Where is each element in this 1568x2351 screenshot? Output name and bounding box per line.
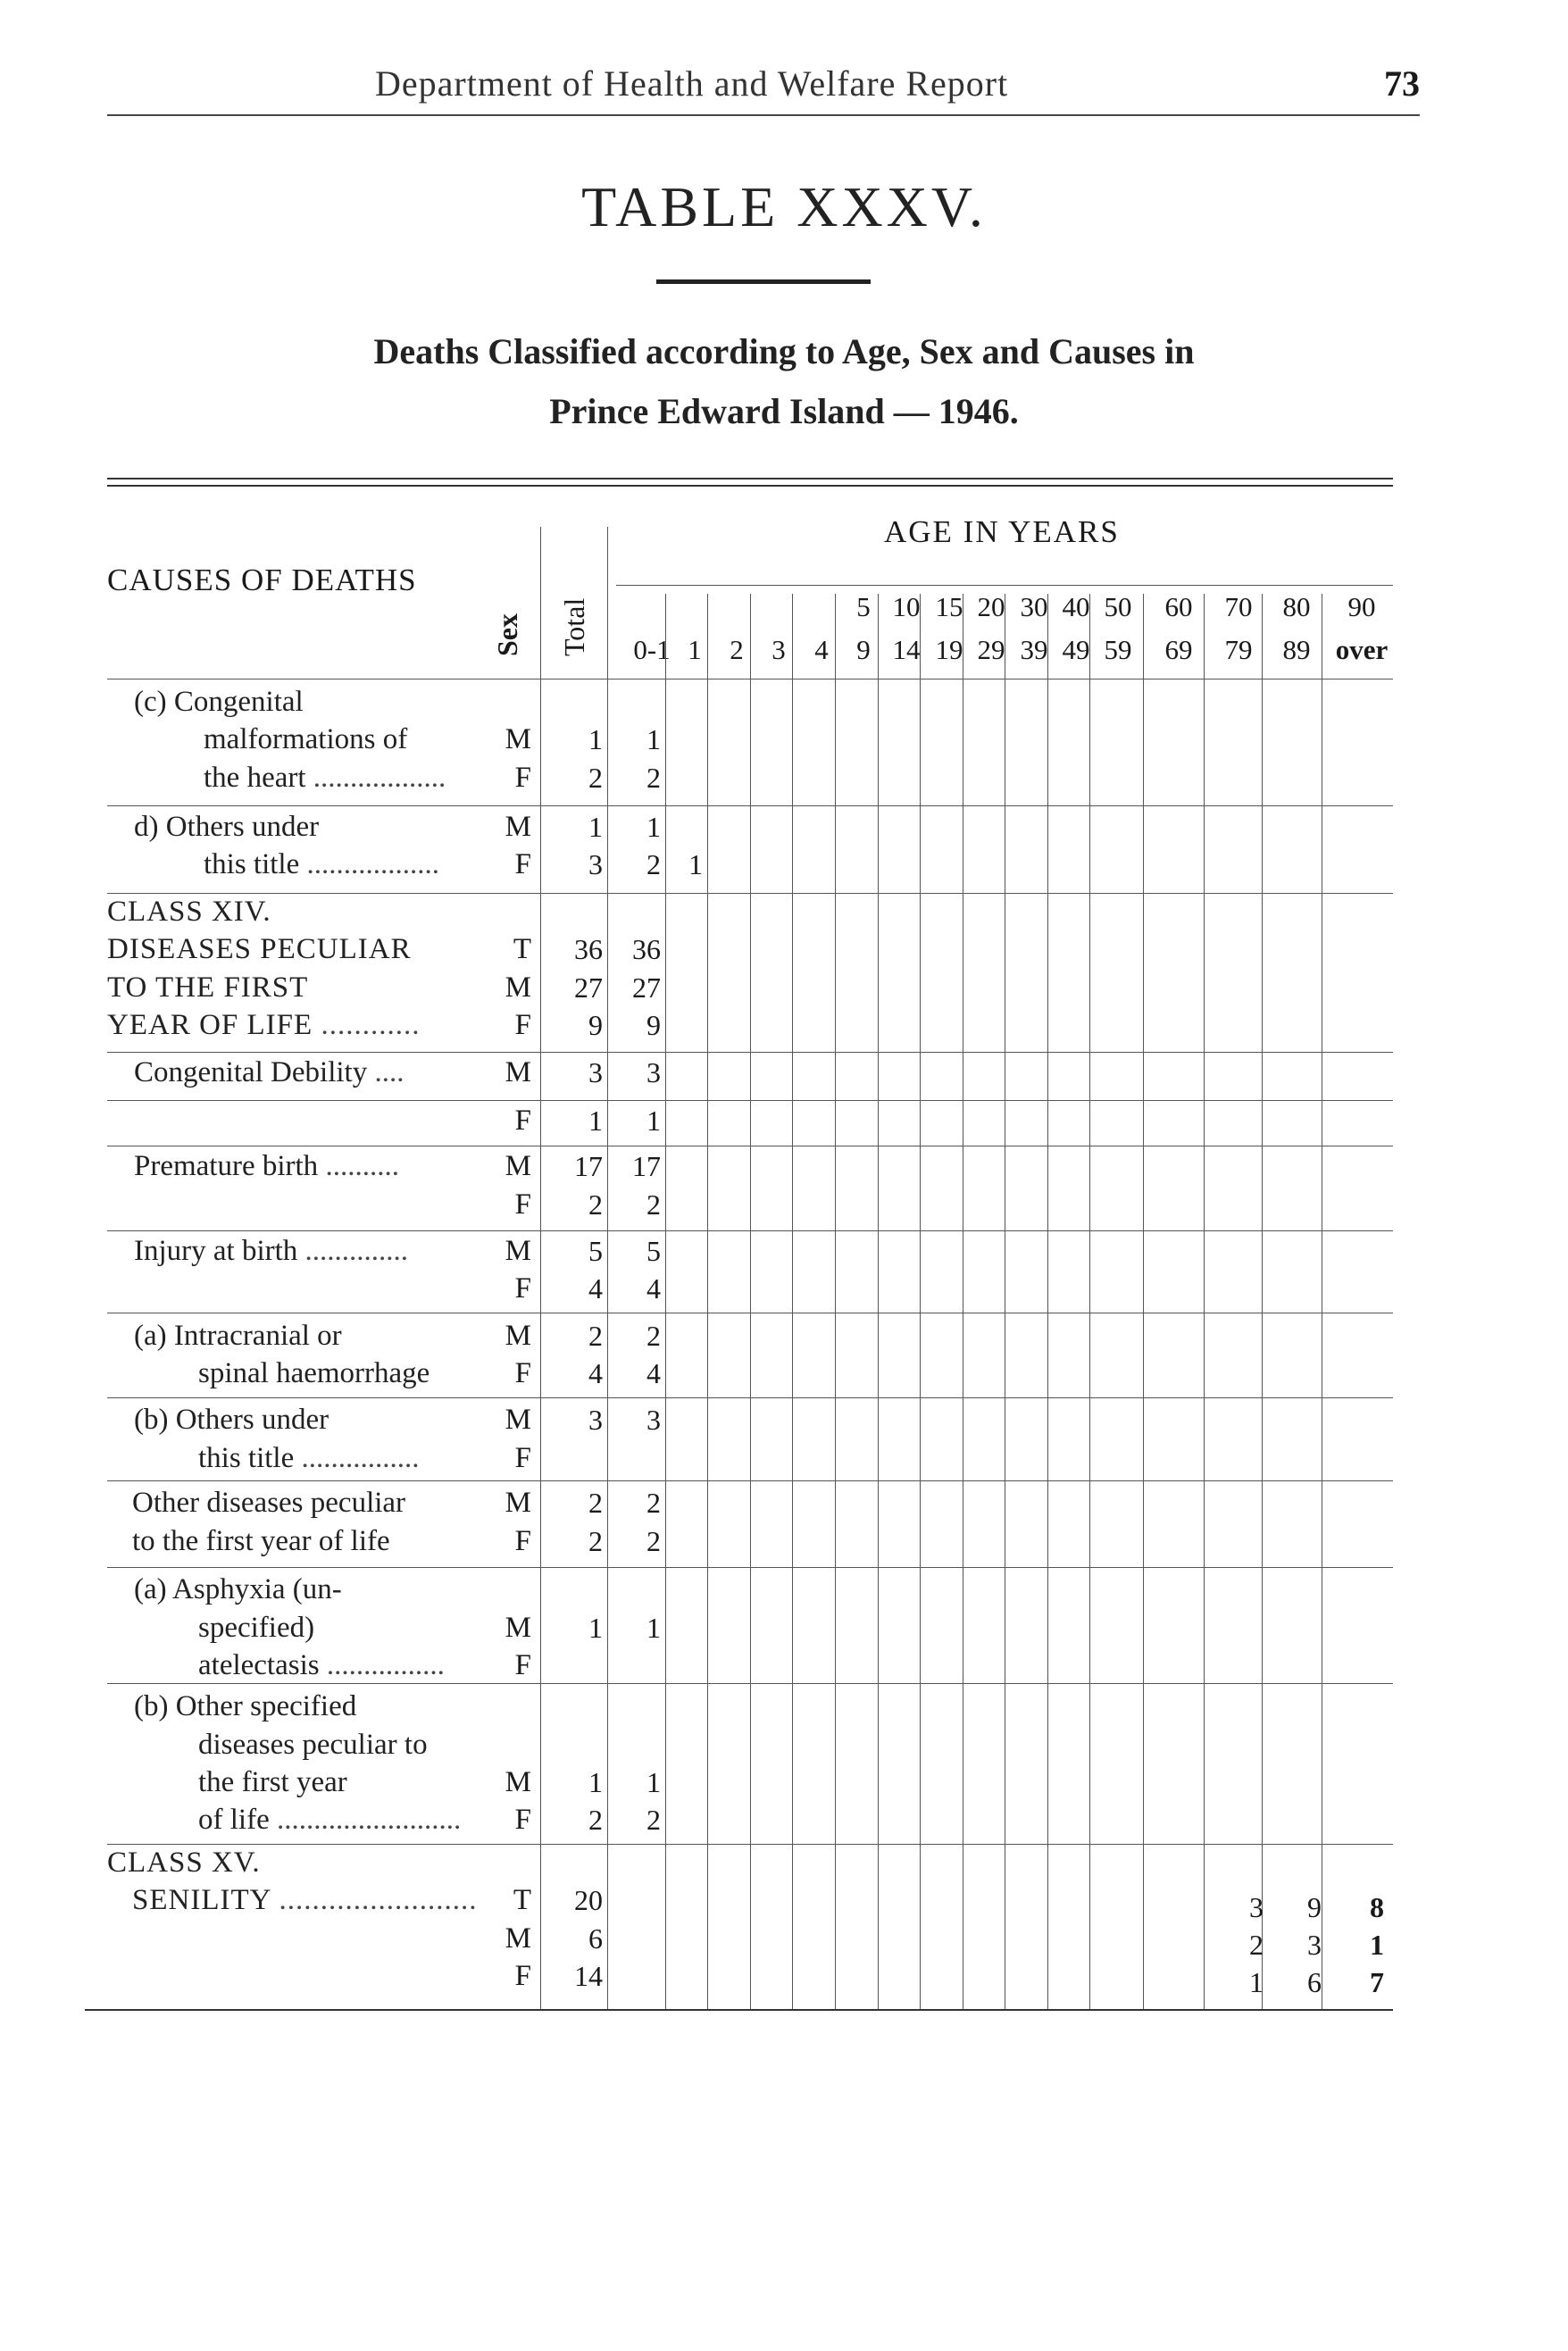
sex-label: F <box>514 1649 531 1681</box>
page-number: 73 <box>1384 63 1420 104</box>
total-value: 3 <box>588 848 603 880</box>
age-value: 2 <box>646 1525 661 1557</box>
sex-label: M <box>505 1922 531 1955</box>
sex-label: M <box>505 1487 531 1519</box>
cause-label: this title ................ <box>198 1442 420 1474</box>
class-label: CLASS XIV. <box>107 896 271 928</box>
sex-label: F <box>514 1357 531 1389</box>
sex-label: F <box>514 1009 531 1041</box>
age-value: 3 <box>1307 1929 1322 1961</box>
age-col-30-top: 30 <box>1020 591 1048 622</box>
total-value: 2 <box>588 1188 603 1221</box>
age-col-80: 89 <box>1282 634 1311 665</box>
cause-label: this title .................. <box>204 848 439 880</box>
age-value: 1 <box>1249 1966 1264 1998</box>
total-value: 9 <box>588 1009 603 1041</box>
age-value: 17 <box>632 1150 661 1182</box>
age-value: 1 <box>646 1105 661 1137</box>
sex-label: F <box>514 1525 531 1557</box>
cause-label: (a) Asphyxia (un- <box>134 1573 342 1605</box>
age-value: 7 <box>1370 1966 1384 1998</box>
cause-label: to the first year of life <box>132 1525 390 1557</box>
total-value: 1 <box>588 811 603 843</box>
total-value: 6 <box>588 1922 603 1955</box>
age-value: 2 <box>1249 1929 1264 1961</box>
age-value: 8 <box>1370 1891 1384 1923</box>
total-value: 2 <box>588 762 603 794</box>
sex-label: M <box>505 1404 531 1436</box>
age-value: 2 <box>646 1188 661 1221</box>
total-value: 4 <box>588 1272 603 1305</box>
age-value: 2 <box>646 1320 661 1352</box>
total-value: 3 <box>588 1404 603 1436</box>
cause-label: Injury at birth .............. <box>134 1235 409 1267</box>
sex-label: M <box>505 1766 531 1798</box>
sex-label: F <box>514 848 531 880</box>
total-value: 4 <box>588 1357 603 1389</box>
age-value: 1 <box>1370 1929 1384 1961</box>
age-col-4: 4 <box>814 634 829 665</box>
cause-label: (b) Others under <box>134 1404 329 1436</box>
cause-label: TO THE FIRST <box>107 971 309 1004</box>
page-header <box>107 63 1420 116</box>
age-col-50: 59 <box>1104 634 1132 665</box>
total-value: 17 <box>574 1150 603 1182</box>
sex-label: M <box>505 1320 531 1352</box>
age-col-70-top: 70 <box>1224 591 1253 622</box>
cause-label: YEAR OF LIFE ............ <box>107 1009 421 1041</box>
age-col-30: 39 <box>1020 634 1048 665</box>
total-value: 20 <box>574 1884 603 1916</box>
title-rule <box>656 279 871 284</box>
row-divider <box>107 1100 1393 1101</box>
table-top-rule-2 <box>107 485 1393 487</box>
total-heading: Total <box>558 597 590 656</box>
age-value: 36 <box>632 933 661 965</box>
row-divider <box>107 805 1393 806</box>
sex-label: T <box>513 1884 531 1916</box>
total-value: 14 <box>574 1960 603 1992</box>
row-divider <box>107 893 1393 894</box>
total-value: 1 <box>588 1612 603 1644</box>
subtitle-line-1: Deaths Classified according to Age, Sex and Causes in <box>373 331 1195 371</box>
age-value: 3 <box>1249 1891 1264 1923</box>
age-value: 1 <box>646 1612 661 1644</box>
causes-heading: CAUSES OF DEATHS <box>107 563 417 597</box>
sex-label: F <box>514 1442 531 1474</box>
sex-label: F <box>514 1188 531 1221</box>
total-value: 3 <box>588 1056 603 1088</box>
age-col-80-top: 80 <box>1282 591 1311 622</box>
sex-label: M <box>505 1235 531 1267</box>
row-divider <box>107 1567 1393 1568</box>
row-divider <box>107 1844 1393 1845</box>
cause-label: Premature birth .......... <box>134 1150 399 1182</box>
age-col-0-1: 0-1 <box>633 634 671 665</box>
total-value: 36 <box>574 933 603 965</box>
row-divider <box>107 1397 1393 1398</box>
age-value: 6 <box>1307 1966 1322 1998</box>
age-value: 1 <box>688 848 703 880</box>
age-col-20-top: 20 <box>977 591 1005 622</box>
age-value: 9 <box>1307 1891 1322 1923</box>
total-value: 2 <box>588 1320 603 1352</box>
age-value: 9 <box>646 1009 661 1041</box>
cause-label: of life ......................... <box>198 1804 462 1836</box>
cause-label: Congenital Debility .... <box>134 1056 405 1088</box>
age-value: 2 <box>646 762 661 794</box>
age-col-90-over: over <box>1335 634 1389 665</box>
age-value: 27 <box>632 971 661 1004</box>
grid-hline-age <box>616 585 1393 586</box>
sex-label: F <box>514 1272 531 1305</box>
age-value: 4 <box>646 1272 661 1305</box>
total-value: 27 <box>574 971 603 1004</box>
sex-heading: Sex <box>491 613 523 656</box>
running-head: Department of Health and Welfare Report <box>375 63 1009 104</box>
age-value: 2 <box>646 1804 661 1836</box>
age-col-10: 14 <box>892 634 921 665</box>
age-value: 4 <box>646 1357 661 1389</box>
row-divider <box>107 1052 1393 1053</box>
table-bottom-rule <box>85 2009 1393 2011</box>
age-value: 1 <box>646 1766 661 1798</box>
sex-label: M <box>505 723 531 755</box>
cause-label: DISEASES PECULIAR <box>107 933 412 965</box>
age-col-70: 79 <box>1224 634 1253 665</box>
total-value: 2 <box>588 1525 603 1557</box>
cause-label: spinal haemorrhage <box>198 1357 430 1389</box>
age-col-5: 9 <box>856 634 871 665</box>
age-col-5-top: 5 <box>856 591 871 622</box>
age-value: 1 <box>646 811 661 843</box>
cause-label: d) Others under <box>134 811 320 843</box>
age-col-50-top: 50 <box>1104 591 1132 622</box>
sex-label: M <box>505 811 531 843</box>
grid-vline-sex <box>540 527 541 2009</box>
age-value: 3 <box>646 1056 661 1088</box>
header-rule <box>107 114 1420 116</box>
age-col-1: 1 <box>688 634 702 665</box>
cause-label: (a) Intracranial or <box>134 1320 342 1352</box>
cause-label: malformations of <box>204 723 408 755</box>
total-value: 1 <box>588 1105 603 1137</box>
subtitle-line-2: Prince Edward Island — 1946. <box>549 391 1019 431</box>
class-label: CLASS XV. <box>107 1847 261 1879</box>
age-col-20: 29 <box>977 634 1005 665</box>
age-col-90-top: 90 <box>1347 591 1376 622</box>
age-value: 2 <box>646 1487 661 1519</box>
sex-label: F <box>514 762 531 794</box>
row-divider <box>107 1480 1393 1481</box>
total-value: 1 <box>588 1766 603 1798</box>
age-col-60-top: 60 <box>1164 591 1193 622</box>
table-title: TABLE XXXV. <box>581 175 987 238</box>
cause-label: diseases peculiar to <box>198 1729 428 1761</box>
total-value: 2 <box>588 1804 603 1836</box>
age-value: 2 <box>646 848 661 880</box>
total-value: 2 <box>588 1487 603 1519</box>
table-top-rule <box>107 478 1393 479</box>
sex-label: F <box>514 1105 531 1137</box>
total-value: 5 <box>588 1235 603 1267</box>
age-col-60: 69 <box>1164 634 1193 665</box>
age-value: 1 <box>646 723 661 755</box>
row-divider <box>107 1230 1393 1231</box>
age-col-15: 19 <box>935 634 963 665</box>
cause-label: (c) Congenital <box>134 686 304 718</box>
cause-label: specified) <box>198 1612 315 1644</box>
sex-label: M <box>505 1612 531 1644</box>
cause-label: SENILITY ........................ <box>132 1884 478 1916</box>
sex-label: F <box>514 1804 531 1836</box>
age-col-10-top: 10 <box>892 591 921 622</box>
sex-label: F <box>514 1960 531 1992</box>
cause-label: Other diseases peculiar <box>132 1487 406 1519</box>
sex-label: M <box>505 1056 531 1088</box>
age-col-40-top: 40 <box>1062 591 1090 622</box>
cause-label: (b) Other specified <box>134 1690 357 1722</box>
age-group-heading: AGE IN YEARS <box>884 514 1120 549</box>
age-col-2: 2 <box>730 634 744 665</box>
sex-label: M <box>505 1150 531 1182</box>
sex-label: T <box>513 933 531 965</box>
cause-label: the heart .................. <box>204 762 446 794</box>
age-col-15-top: 15 <box>935 591 963 622</box>
grid-vline-total <box>607 527 608 2009</box>
age-value: 5 <box>646 1235 661 1267</box>
total-value: 1 <box>588 723 603 755</box>
cause-label: the first year <box>198 1766 347 1798</box>
cause-label: atelectasis ................ <box>198 1649 445 1681</box>
sex-label: M <box>505 971 531 1004</box>
age-value: 3 <box>646 1404 661 1436</box>
age-col-40: 49 <box>1062 634 1090 665</box>
age-col-3: 3 <box>771 634 786 665</box>
row-divider <box>107 1683 1393 1684</box>
